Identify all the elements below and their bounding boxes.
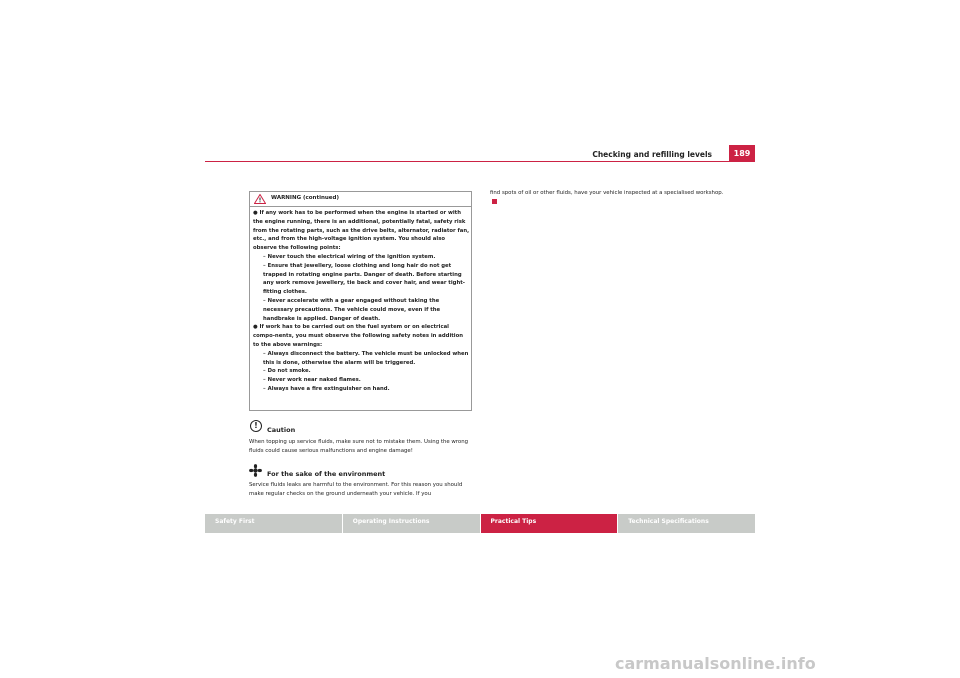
- warning-bullet-2: [253, 323, 470, 349]
- warning-title: WARNING (continued): [271, 195, 339, 201]
- warning-header: [250, 192, 471, 207]
- bullet-icon: ●: [253, 210, 260, 216]
- warning-subitem: [263, 367, 470, 376]
- warning-subitem: [263, 385, 470, 394]
- warning-subitem: [263, 253, 470, 262]
- dash-icon: –: [263, 368, 266, 375]
- warning-subitem-text: Never accelerate with a gear engaged without taking the necessary precautions. The vehicle could move, even if the handbrake is applied. Danger of death.: [263, 297, 441, 322]
- dash-icon: –: [263, 350, 266, 357]
- tab-technical-specifications[interactable]: Technical Specifications: [618, 514, 755, 533]
- warning-bullet-1-text: If any work has to be performed when the engine is started or with the engine running, there is an additional, potentially fatal, safety risk from the rotating parts, such as the drive belts, alternator, radiator fan, etc., and from the high-voltage ignition system. You should also observe the following points:: [253, 210, 470, 252]
- caution-title: Caution: [267, 426, 296, 434]
- warning-subitem: [263, 376, 470, 385]
- column2-text: [490, 189, 730, 207]
- warning-subitem-text: Ensure that jewellery, loose clothing and long hair do not get trapped in rotating engine parts. Danger of death. Before starting any work remove jewellery, tie back and cover hair, and wear tight-fitting clothes.: [263, 262, 465, 296]
- warning-bullet-1: [253, 209, 470, 253]
- warning-subitem-text: Do not smoke.: [267, 368, 311, 375]
- page-header-title: Checking and refilling levels: [592, 150, 712, 159]
- caution-text: When topping up service fluids, make sure not to mistake them. Using the wrong fluids could cause serious malfunctions and engine damage!: [249, 439, 469, 454]
- warning-subitem-text: Never work near naked flames.: [267, 377, 361, 384]
- warning-subitem-text: Never touch the electrical wiring of the ignition system.: [267, 253, 436, 260]
- end-of-section-icon: [492, 199, 497, 204]
- footer-tabs: [205, 514, 755, 533]
- dash-icon: –: [263, 377, 266, 384]
- tab-practical-tips[interactable]: Practical Tips: [481, 514, 618, 533]
- environment-text: Service fluids leaks are harmful to the environment. For this reason you should make regular checks on the ground underneath your vehicle. If you: [249, 482, 463, 497]
- header-rule: [205, 161, 755, 162]
- warning-subitem: [263, 297, 470, 323]
- warning-subitem: [263, 350, 470, 368]
- bullet-icon: ●: [253, 324, 260, 331]
- column2-paragraph: find spots of oil or other fluids, have your vehicle inspected at a specialised workshop.: [490, 190, 724, 196]
- warning-bullet-2-text: If work has to be carried out on the fuel system or on electrical compo-nents, you must observe the following safety notes in addition to the above warnings:: [253, 324, 464, 348]
- warning-triangle-icon: [254, 194, 266, 204]
- caution-exclamation-icon: !: [250, 420, 262, 432]
- dash-icon: –: [263, 297, 266, 304]
- tab-operating-instructions[interactable]: Operating Instructions: [343, 514, 480, 533]
- watermark: carmanualsonline.info: [615, 654, 816, 673]
- warning-subitem-text: Always have a fire extinguisher on hand.: [267, 385, 390, 392]
- environment-title: For the sake of the environment: [267, 470, 386, 478]
- page-number: 189: [729, 145, 755, 162]
- tab-safety-first[interactable]: Safety First: [205, 514, 342, 533]
- dash-icon: –: [263, 385, 266, 392]
- warning-subitem: [263, 262, 470, 297]
- dash-icon: –: [263, 253, 266, 260]
- warning-box: [249, 191, 472, 411]
- warning-subitem-text: Always disconnect the battery. The vehicle must be unlocked when this is done, otherwise the alarm will be triggered.: [263, 350, 469, 366]
- environment-leaf-icon: [249, 464, 262, 477]
- dash-icon: –: [263, 262, 266, 269]
- warning-body: [253, 209, 470, 394]
